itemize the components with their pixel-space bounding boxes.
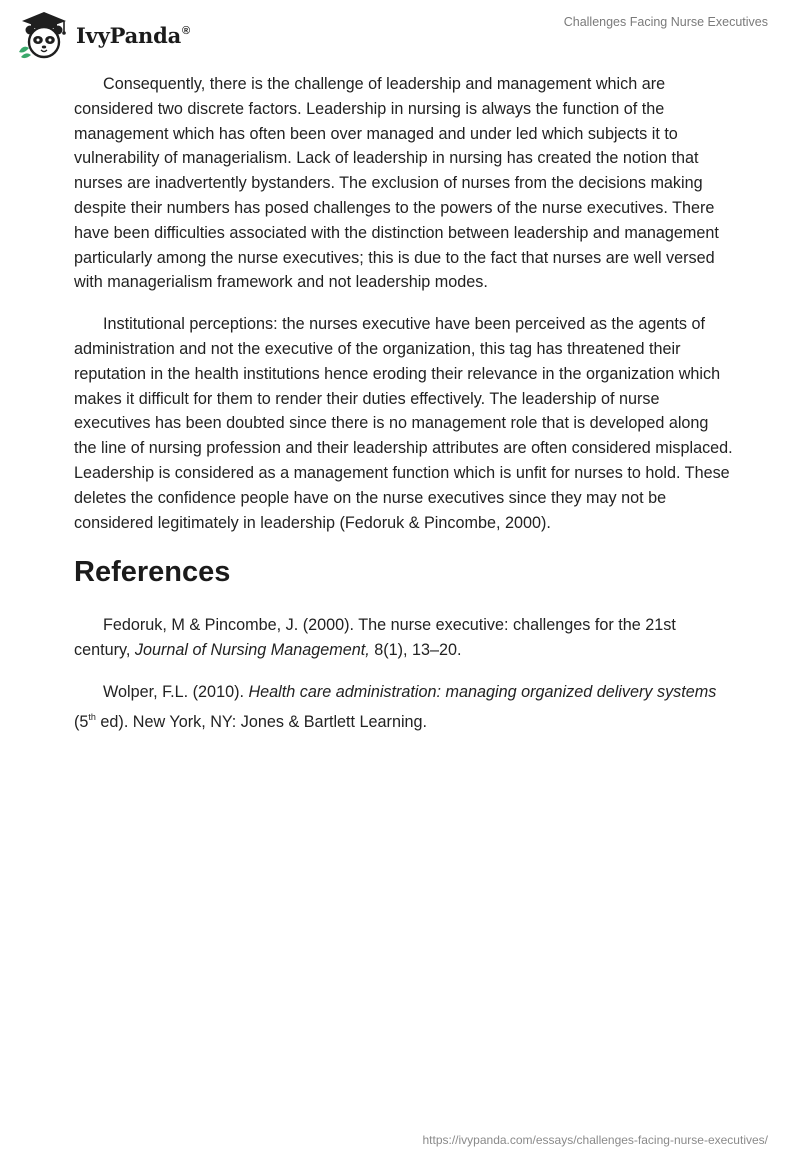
body-paragraph-2: Institutional perceptions: the nurses executive have been perceived as the agents of administration and not the executive of the organization, this tag has threatened their reputation in the health institutions hence eroding their relevance in the organization which makes it difficult for them to render their duties effectively. The leadership of nurse executives has been doubted since there is no management role that is developed along the line of nursing profession and their leadership attributes are often considered misplaced. Leadership is considered as a management function which is unfit for nurses to hold. These deletes the confidence people have on the nurse executives since they may not be considered legitimately in leadership (Fedoruk & Pincombe, 2000). [74,315,733,532]
panda-graduation-cap-icon [14,8,74,60]
reference-item-1: Fedoruk, M & Pincombe, J. (2000). The nurse executive: challenges for the 21st century, Journal of Nursing Management, 8(1), 13–20. [74,616,676,660]
reference-item-2: Wolper, F.L. (2010). Health care administration: managing organized delivery systems (5th ed). New York, NY: Jones & Bartlett Learning. [74,682,717,731]
document-title: Challenges Facing Nurse Executives [563,15,768,29]
brand-name: IvyPanda® [76,22,190,48]
edition-superscript: th [88,711,96,722]
body-paragraph-1: Consequently, there is the challenge of leadership and management which are considered two discrete factors. Leadership in nursing is always the function of the management which has often been over managed and under led which subjects it to vulnerability of managerialism. Lack of leadership in nursing has created the notion that nurses are inadvertently bystanders. The exclusion of nurses from the decisions making despite their numbers has posed challenges to the powers of the nurse executives. There have been difficulties associated with the distinction between leadership and management particularly among the nurse executives; this is due to the fact that nurses are well versed with managerialism framework and not leadership modes. [74,75,719,292]
book-title: Health care administration: managing organized delivery systems [248,682,717,701]
journal-title: Journal of Nursing Management, [134,641,370,660]
ivypanda-logo[interactable] [14,8,190,60]
page-header [0,0,800,70]
registered-mark: ® [182,24,190,37]
essay-content [74,72,734,752]
references-heading: References [74,556,231,589]
source-url[interactable]: https://ivypanda.com/essays/challenges-facing-nurse-executives/ [422,1133,768,1147]
